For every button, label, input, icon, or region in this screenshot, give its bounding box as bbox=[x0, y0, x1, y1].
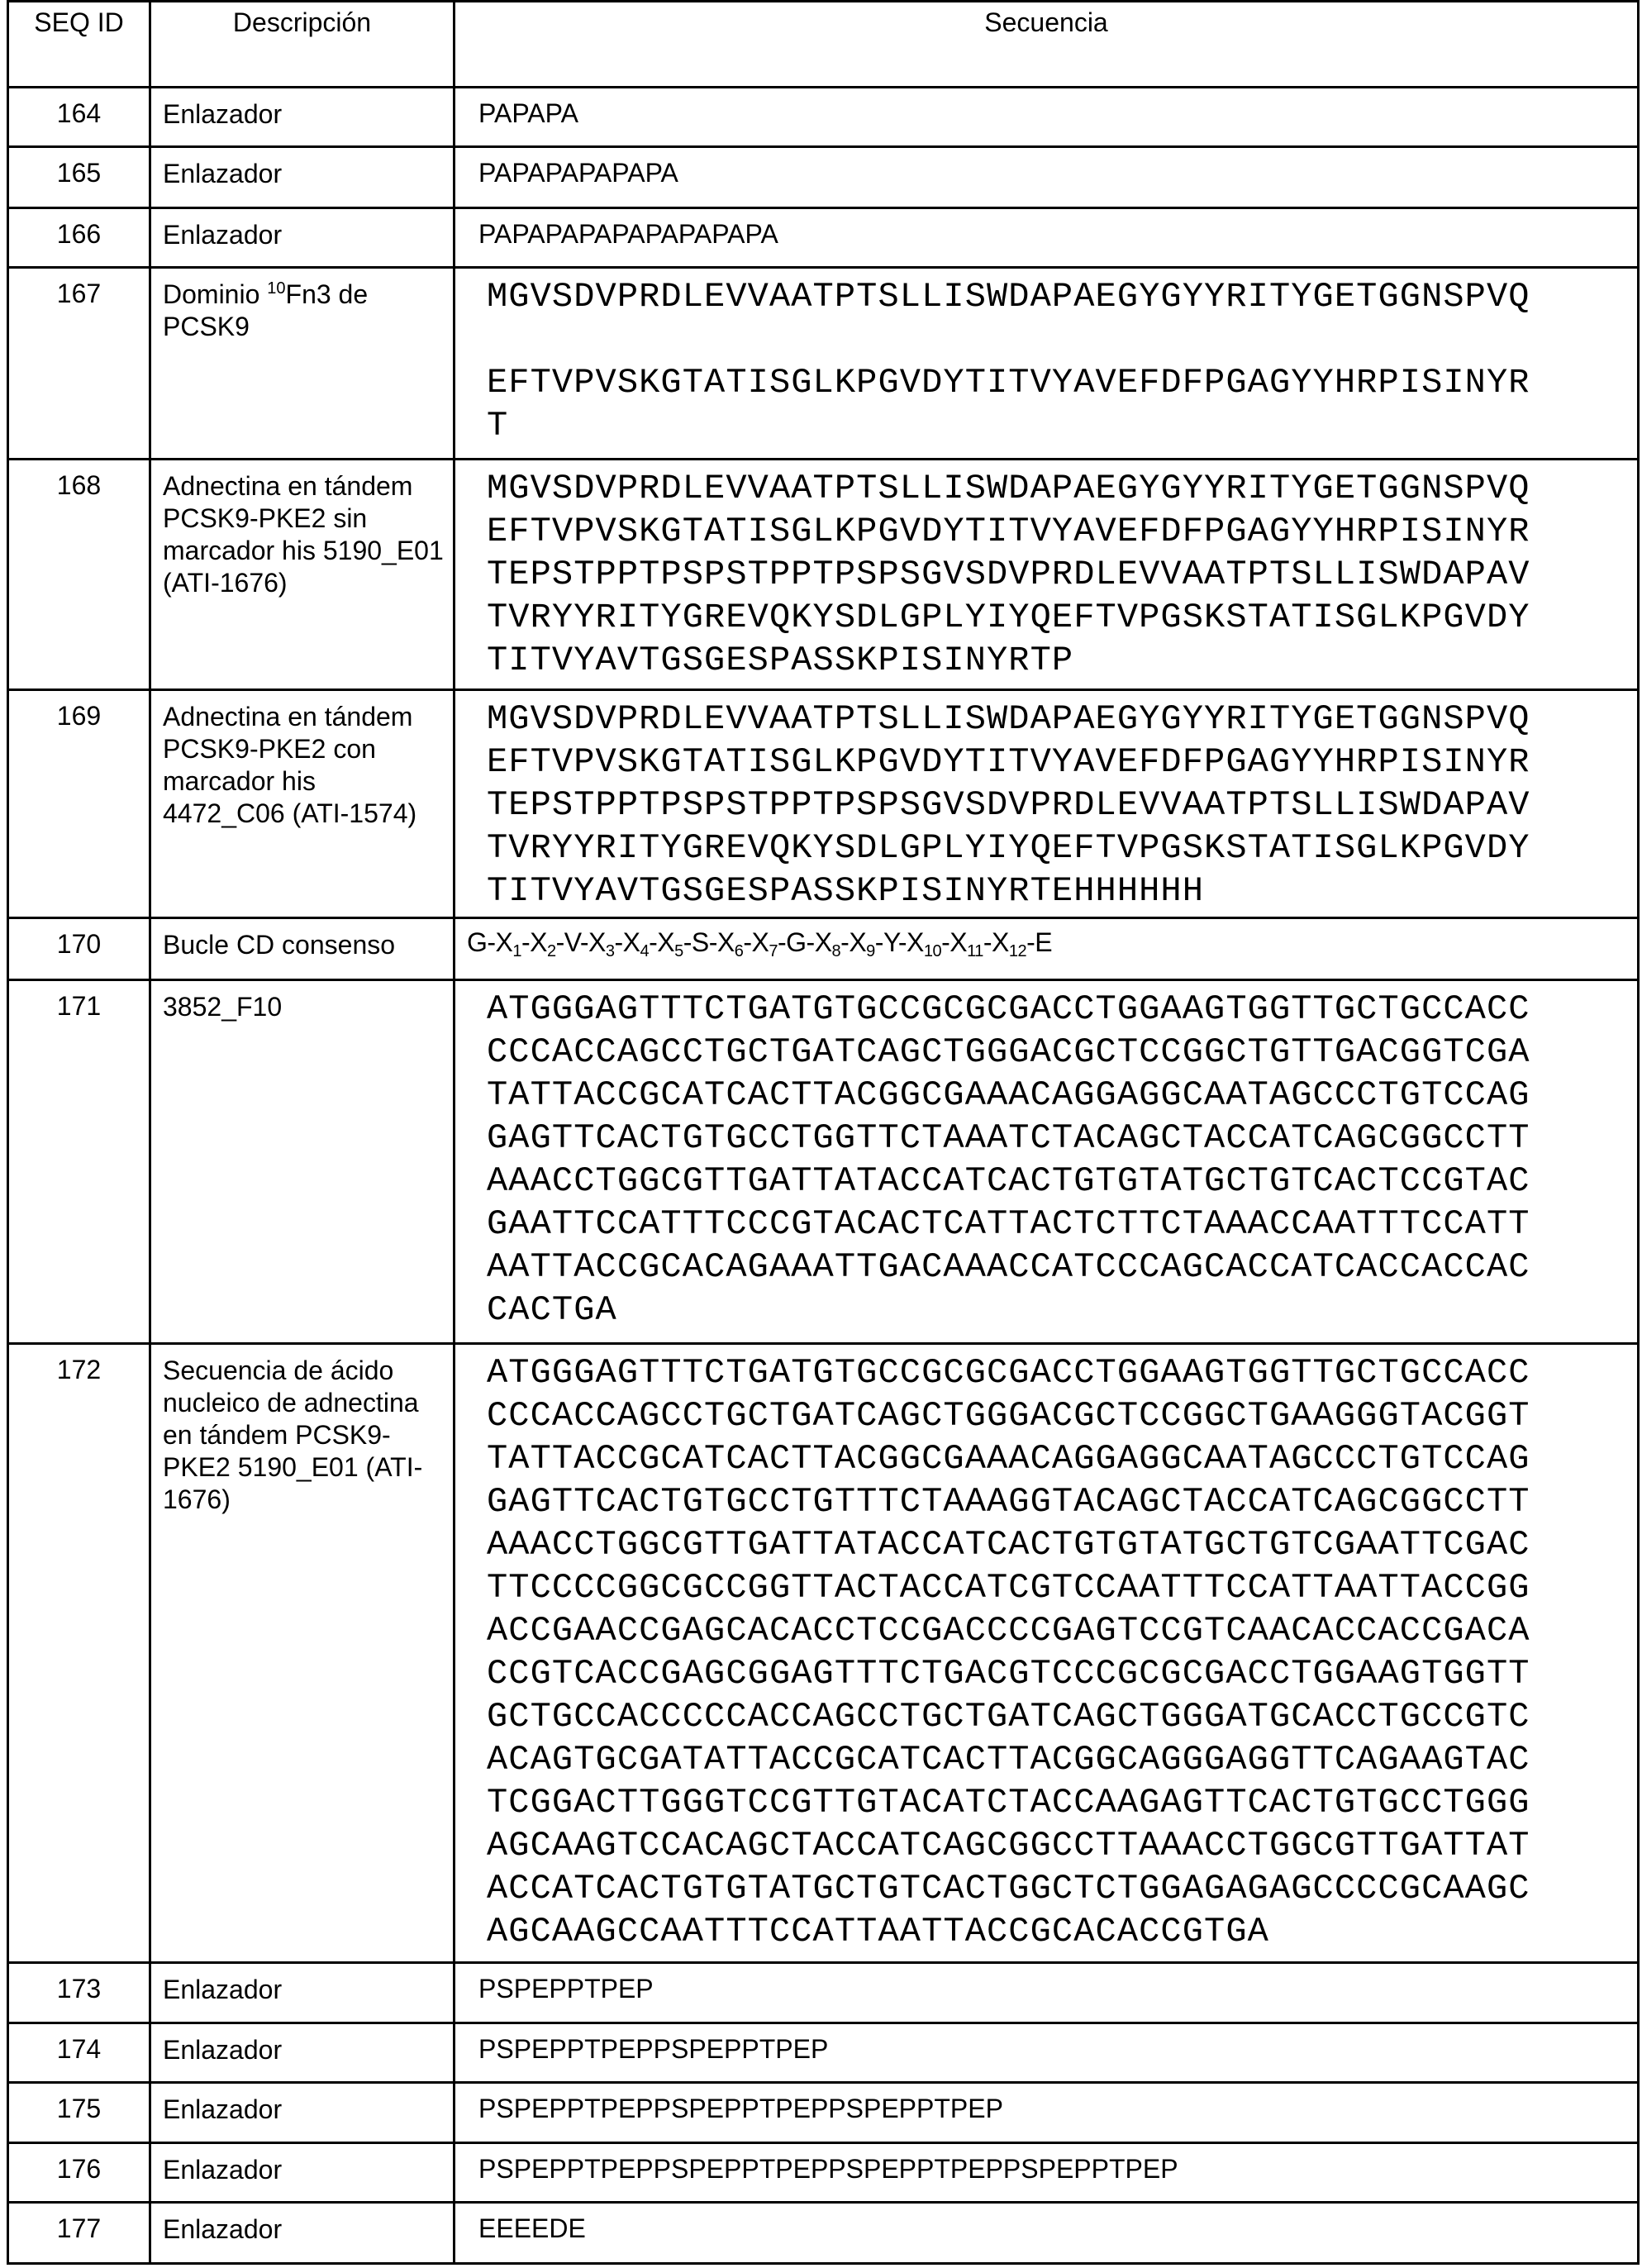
sequence-line: PSPEPPTPEP bbox=[478, 1974, 1637, 2004]
consensus-residue: -X bbox=[840, 927, 866, 957]
consensus-subscript: 9 bbox=[866, 942, 875, 960]
sequence-cell bbox=[455, 2203, 1639, 2264]
consensus-subscript: 10 bbox=[924, 942, 941, 960]
header-description: Descripción bbox=[150, 2, 455, 88]
table-row bbox=[8, 1344, 1639, 1963]
sequence-cell bbox=[455, 460, 1639, 690]
sequence-line: PSPEPPTPEPPSPEPPTPEPPSPEPPTPEPPSPEPPTPEP bbox=[478, 2154, 1637, 2185]
table-row bbox=[8, 2023, 1639, 2083]
seq-id-cell: 170 bbox=[8, 918, 150, 980]
sequence-line: ACCATCACTGTGTATGCTGTCACTGGCTCTGGAGAGAGCCCCGCAAGC bbox=[487, 1867, 1637, 1910]
header-seq-id: SEQ ID bbox=[8, 2, 150, 88]
seq-id-cell: 171 bbox=[8, 980, 150, 1344]
seq-id-cell: 168 bbox=[8, 460, 150, 690]
description-text: 3852_F10 bbox=[163, 992, 282, 1022]
sequence-line: TTCCCCGGCGCCGGTTACTACCATCGTCCAATTTCCATTAATTACCGG bbox=[487, 1566, 1637, 1609]
seq-id-cell: 173 bbox=[8, 1963, 150, 2023]
consensus-subscript: 4 bbox=[640, 942, 650, 960]
sequence-line: TATTACCGCATCACTTACGGCGAAACAGGAGGCAATAGCCCTGTCCAG bbox=[487, 1437, 1637, 1480]
sequence-line: TVRYYRITYGREVQKYSDLGPLYIYQEFTVPGSKSTATISGLKPGVDY bbox=[487, 827, 1637, 870]
table-row bbox=[8, 2143, 1639, 2203]
table-row bbox=[8, 1963, 1639, 2023]
sequence-line: CCCACCAGCCTGCTGATCAGCTGGGACGCTCCGGCTGTTGACGGTCGA bbox=[487, 1031, 1637, 1074]
consensus-subscript: 3 bbox=[606, 942, 615, 960]
sequence-line: EEEEDE bbox=[478, 2213, 1637, 2244]
sequence-line: TEPSTPPTPSPSTPPTPSPSGVSDVPRDLEVVAATPTSLLISWDAPAV bbox=[487, 784, 1637, 827]
sequence-table bbox=[7, 0, 1640, 2265]
consensus-residue: -X bbox=[521, 927, 547, 957]
description-text: Adnectina en tándem PCSK9-PKE2 sin marcador his 5190_E01 (ATI-1676) bbox=[163, 471, 444, 598]
table-row bbox=[8, 690, 1639, 918]
header-sequence: Secuencia bbox=[455, 2, 1639, 88]
sequence-line: CCCACCAGCCTGCTGATCAGCTGGGACGCTCCGGCTGAAGGGTACGGT bbox=[487, 1394, 1637, 1437]
consensus-residue: -G-X bbox=[778, 927, 832, 957]
sequence-line: PAPAPA bbox=[478, 98, 1637, 129]
seq-id-cell: 166 bbox=[8, 208, 150, 268]
sequence-cell bbox=[455, 2083, 1639, 2143]
description-prefix: Dominio bbox=[163, 279, 267, 309]
consensus-residue: -X bbox=[983, 927, 1009, 957]
sequence-line: AAACCTGGCGTTGATTATACCATCACTGTGTATGCTGTCACTCCGTAC bbox=[487, 1160, 1637, 1203]
sequence-cell bbox=[455, 1344, 1639, 1963]
sequence-line: CCGTCACCGAGCGGAGTTTCTGACGTCCCGCGCGACCTGGAAGTGGTT bbox=[487, 1652, 1637, 1695]
sequence-cell bbox=[455, 1963, 1639, 2023]
description-cell bbox=[150, 1963, 455, 2023]
description-text: Enlazador bbox=[163, 99, 282, 129]
seq-id-cell: 172 bbox=[8, 1344, 150, 1963]
sequence-line: TITVYAVTGSGESPASSKPISINYRTEHHHHHH bbox=[487, 870, 1637, 912]
sequence-cell bbox=[455, 88, 1639, 147]
consensus-residue: -X bbox=[615, 927, 640, 957]
sequence-line: AAACCTGGCGTTGATTATACCATCACTGTGTATGCTGTCGAATTCGAC bbox=[487, 1523, 1637, 1566]
sequence-line: TEPSTPPTPSPSTPPTPSPSGVSDVPRDLEVVAATPTSLLISWDAPAV bbox=[487, 553, 1637, 596]
sequence-line: TCGGACTTGGGTCCGTTGTACATCTACCAAGAGTTCACTGTGCCTGGG bbox=[487, 1781, 1637, 1824]
consensus-subscript: 1 bbox=[512, 942, 521, 960]
table-row bbox=[8, 460, 1639, 690]
description-cell bbox=[150, 208, 455, 268]
sequence-line: GAATTCCATTTCCCGTACACTCATTACTCTTCTAAACCAATTTCCATT bbox=[487, 1203, 1637, 1246]
sequence-line: TITVYAVTGSGESPASSKPISINYRTP bbox=[487, 639, 1637, 682]
sequence-line: EFTVPVSKGTATISGLKPGVDYTITVYAVEFDFPGAGYYHRPISINYR bbox=[487, 510, 1637, 553]
sequence-line bbox=[487, 318, 1637, 361]
description-cell bbox=[150, 690, 455, 918]
consensus-residue: -S-X bbox=[683, 927, 735, 957]
description-cell bbox=[150, 460, 455, 690]
consensus-residue: -E bbox=[1026, 927, 1052, 957]
sequence-cell bbox=[455, 690, 1639, 918]
consensus-subscript: 8 bbox=[832, 942, 841, 960]
description-text: Secuencia de ácido nucleico de adnectina en tándem PCSK9-PKE2 5190_E01 (ATI-1676) bbox=[163, 1356, 422, 1514]
sequence-cell bbox=[455, 2143, 1639, 2203]
sequence-line: AGCAAGTCCACAGCTACCATCAGCGGCCTTAAACCTGGCGTTGATTAT bbox=[487, 1824, 1637, 1867]
sequence-line: TVRYYRITYGREVQKYSDLGPLYIYQEFTVPGSKSTATISGLKPGVDY bbox=[487, 596, 1637, 639]
description-text: Enlazador bbox=[163, 2214, 282, 2244]
description-text: Enlazador bbox=[163, 159, 282, 188]
sequence-line: GAGTTCACTGTGCCTGTTTCTAAAGGTACAGCTACCATCAGCGGCCTT bbox=[487, 1480, 1637, 1523]
sequence-line: MGVSDVPRDLEVVAATPTSLLISWDAPAEGYGYYRITYGETGGNSPVQ bbox=[487, 467, 1637, 510]
description-text: Bucle CD consenso bbox=[163, 930, 395, 960]
sequence-line: ATGGGAGTTTCTGATGTGCCGCGCGACCTGGAAGTGGTTGCTGCCACC bbox=[487, 988, 1637, 1031]
sequence-cell bbox=[455, 208, 1639, 268]
description-cell bbox=[150, 2083, 455, 2143]
description-cell bbox=[150, 268, 455, 460]
description-text: Fn3 de PCSK9 bbox=[163, 279, 368, 341]
sequence-line: PSPEPPTPEPPSPEPPTPEP bbox=[478, 2034, 1637, 2065]
description-cell bbox=[150, 2023, 455, 2083]
description-cell bbox=[150, 980, 455, 1344]
consensus-residue: -X bbox=[941, 927, 967, 957]
seq-id-cell: 165 bbox=[8, 147, 150, 208]
table-row bbox=[8, 208, 1639, 268]
consensus-residue: -V-X bbox=[556, 927, 606, 957]
sequence-line: GAGTTCACTGTGCCTGGTTCTAAATCTACAGCTACCATCAGCGGCCTT bbox=[487, 1117, 1637, 1160]
table-row bbox=[8, 2083, 1639, 2143]
consensus-subscript: 7 bbox=[769, 942, 778, 960]
sequence-line: AGCAAGCCAATTTCCATTAATTACCGCACACCGTGA bbox=[487, 1910, 1637, 1953]
seq-id-cell: 164 bbox=[8, 88, 150, 147]
sequence-line: TATTACCGCATCACTTACGGCGAAACAGGAGGCAATAGCCCTGTCCAG bbox=[487, 1074, 1637, 1117]
sequence-line: PAPAPAPAPAPAPAPAPA bbox=[478, 219, 1637, 250]
table-row bbox=[8, 2203, 1639, 2264]
sequence-line: PAPAPAPAPAPA bbox=[478, 158, 1637, 188]
sequence-line: ACAGTGCGATATTACCGCATCACTTACGGCAGGGAGGTTCAGAAGTAC bbox=[487, 1738, 1637, 1781]
consensus-sequence-cell bbox=[455, 918, 1639, 980]
sequence-line: T bbox=[487, 404, 1637, 447]
sequence-cell bbox=[455, 147, 1639, 208]
description-text: Adnectina en tándem PCSK9-PKE2 con marcador his 4472_C06 (ATI-1574) bbox=[163, 702, 416, 828]
seq-id-cell: 177 bbox=[8, 2203, 150, 2264]
description-text: Enlazador bbox=[163, 2155, 282, 2185]
sequence-line: MGVSDVPRDLEVVAATPTSLLISWDAPAEGYGYYRITYGETGGNSPVQ bbox=[487, 275, 1637, 318]
seq-id-cell: 176 bbox=[8, 2143, 150, 2203]
description-text: Enlazador bbox=[163, 220, 282, 250]
sequence-line: CACTGA bbox=[487, 1289, 1637, 1332]
description-cell bbox=[150, 88, 455, 147]
table-row bbox=[8, 918, 1639, 980]
consensus-residue: -Y-X bbox=[875, 927, 924, 957]
sequence-line: GCTGCCACCCCCACCAGCCTGCTGATCAGCTGGGATGCACCTGCCGTC bbox=[487, 1695, 1637, 1738]
description-text: Enlazador bbox=[163, 2035, 282, 2065]
consensus-subscript: 6 bbox=[735, 942, 744, 960]
seq-id-cell: 167 bbox=[8, 268, 150, 460]
consensus-subscript: 5 bbox=[674, 942, 683, 960]
consensus-residue: G-X bbox=[467, 927, 512, 957]
sequence-line: PSPEPPTPEPPSPEPPTPEPPSPEPPTPEP bbox=[478, 2094, 1637, 2124]
description-cell bbox=[150, 2203, 455, 2264]
table-row bbox=[8, 268, 1639, 460]
sequence-cell bbox=[455, 2023, 1639, 2083]
description-cell bbox=[150, 147, 455, 208]
header-row bbox=[8, 2, 1639, 88]
consensus-subscript: 12 bbox=[1009, 942, 1026, 960]
sequence-line: ACCGAACCGAGCACACCTCCGACCCCGAGTCCGTCAACACCACCGACA bbox=[487, 1609, 1637, 1652]
description-cell bbox=[150, 918, 455, 980]
consensus-subscript: 11 bbox=[967, 942, 983, 960]
sequence-cell bbox=[455, 268, 1639, 460]
description-text: Enlazador bbox=[163, 1975, 282, 2004]
table-row bbox=[8, 980, 1639, 1344]
seq-id-cell: 175 bbox=[8, 2083, 150, 2143]
seq-id-cell: 174 bbox=[8, 2023, 150, 2083]
sequence-line: EFTVPVSKGTATISGLKPGVDYTITVYAVEFDFPGAGYYHRPISINYR bbox=[487, 741, 1637, 784]
sequence-cell bbox=[455, 980, 1639, 1344]
seq-id-cell: 169 bbox=[8, 690, 150, 918]
sequence-line: AATTACCGCACAGAAATTGACAAACCATCCCAGCACCATCACCACCAC bbox=[487, 1246, 1637, 1289]
description-superscript: 10 bbox=[267, 279, 285, 298]
description-text: Enlazador bbox=[163, 2094, 282, 2124]
sequence-line: MGVSDVPRDLEVVAATPTSLLISWDAPAEGYGYYRITYGETGGNSPVQ bbox=[487, 698, 1637, 741]
sequence-line: EFTVPVSKGTATISGLKPGVDYTITVYAVEFDFPGAGYYHRPISINYR bbox=[487, 361, 1637, 404]
consensus-residue: -X bbox=[743, 927, 769, 957]
description-cell bbox=[150, 1344, 455, 1963]
consensus-residue: -X bbox=[649, 927, 674, 957]
table-row bbox=[8, 88, 1639, 147]
consensus-subscript: 2 bbox=[547, 942, 556, 960]
table-row bbox=[8, 147, 1639, 208]
description-cell bbox=[150, 2143, 455, 2203]
sequence-line: ATGGGAGTTTCTGATGTGCCGCGCGACCTGGAAGTGGTTGCTGCCACC bbox=[487, 1351, 1637, 1394]
